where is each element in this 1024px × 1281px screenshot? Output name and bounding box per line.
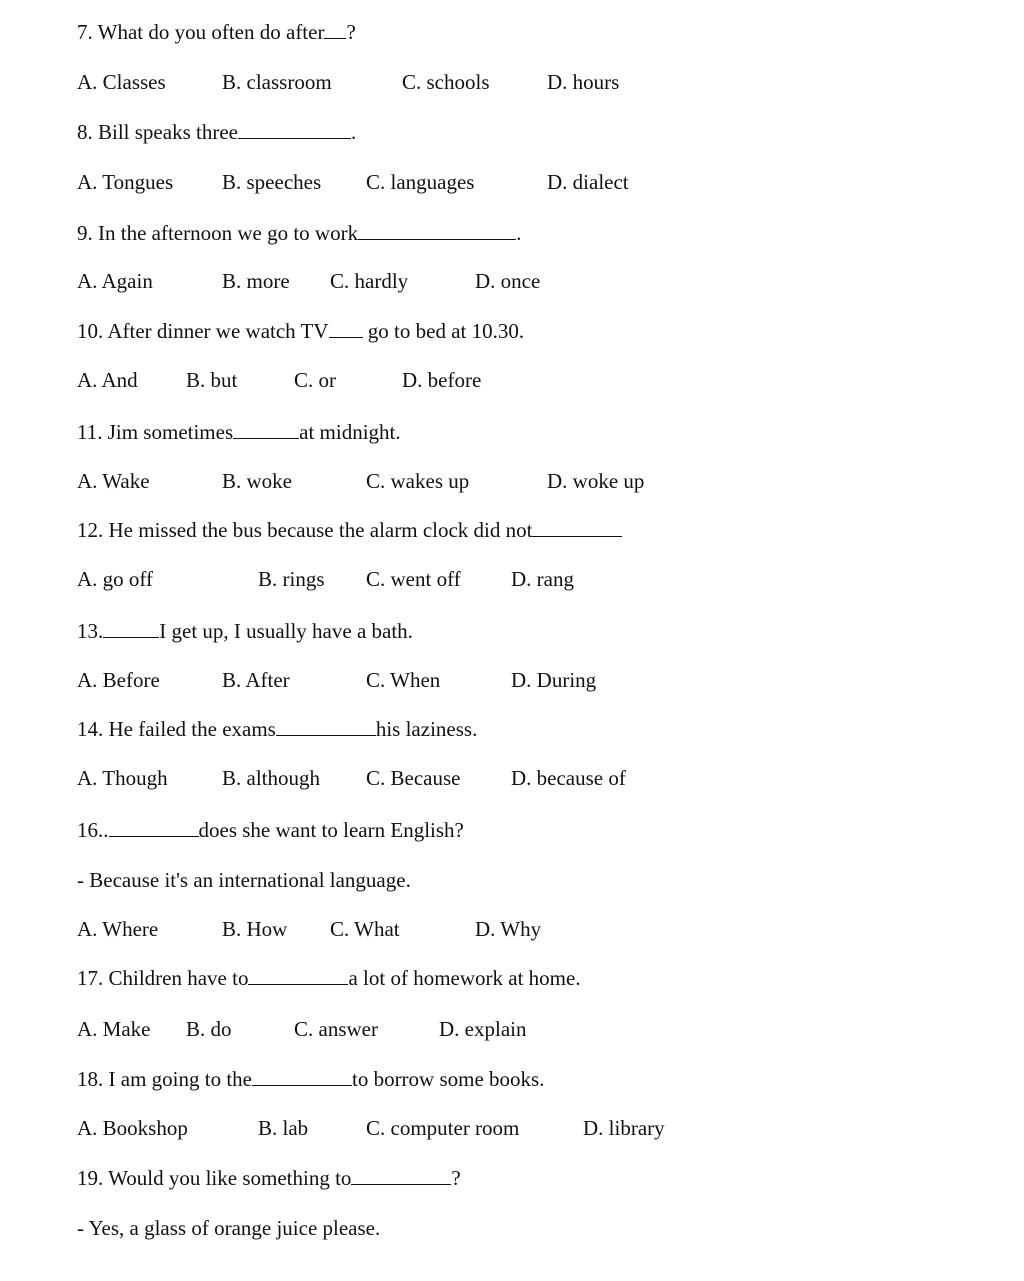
question-13 xyxy=(77,618,413,644)
option-b[interactable]: B. lab xyxy=(258,1116,309,1140)
option-d[interactable]: D. Why xyxy=(475,917,542,941)
option-b[interactable]: B. woke xyxy=(222,469,292,493)
question-10 xyxy=(77,318,524,344)
question-17 xyxy=(77,965,581,991)
option-c[interactable]: C. or xyxy=(294,368,336,392)
answer-blank[interactable] xyxy=(109,819,199,837)
answer-blank[interactable] xyxy=(329,320,363,338)
option-b[interactable]: B. After xyxy=(222,668,290,692)
option-d[interactable]: D. library xyxy=(583,1116,665,1140)
question-11 xyxy=(77,419,401,445)
question-text: 19. Would you like something to xyxy=(77,1166,352,1190)
answer-blank[interactable] xyxy=(358,222,516,240)
option-c[interactable]: C. Because xyxy=(366,766,461,790)
question-text: 10. After dinner we watch TV xyxy=(77,319,329,343)
option-d[interactable]: D. During xyxy=(511,668,597,692)
option-a[interactable]: A. Wake xyxy=(77,469,150,493)
question-8 xyxy=(77,119,356,145)
option-a[interactable]: A. And xyxy=(77,368,138,392)
question-14 xyxy=(77,716,477,742)
question-text: 9. In the afternoon we go to work xyxy=(77,221,359,245)
answer-blank[interactable] xyxy=(532,519,622,537)
answer-blank[interactable] xyxy=(324,21,346,39)
question-text: 12. He missed the bus because the alarm clock did not xyxy=(77,518,533,542)
question-text-end: ? xyxy=(451,1166,461,1190)
answer-blank[interactable] xyxy=(276,718,376,736)
option-d[interactable]: D. because of xyxy=(511,766,626,790)
answer-blank[interactable] xyxy=(233,421,299,439)
option-c[interactable]: C. wakes up xyxy=(366,469,470,493)
option-b[interactable]: B. but xyxy=(186,368,238,392)
option-a[interactable]: A. Tongues xyxy=(77,170,174,194)
question-12 xyxy=(77,517,622,543)
question-text-end: his laziness. xyxy=(375,717,478,741)
dialogue-answer-16: - Because it's an international language. xyxy=(77,868,411,892)
question-text: 18. I am going to the xyxy=(77,1067,252,1091)
option-b[interactable]: B. rings xyxy=(258,567,325,591)
question-text: 7. What do you often do after xyxy=(77,20,325,44)
option-c[interactable]: C. answer xyxy=(294,1017,378,1041)
question-text: 17. Children have to xyxy=(77,966,249,990)
question-text-end: at midnight. xyxy=(299,420,401,444)
question-text-end: does she want to learn English? xyxy=(198,818,464,842)
option-b[interactable]: B. do xyxy=(186,1017,232,1041)
question-text: 16.. xyxy=(77,818,109,842)
option-c[interactable]: C. schools xyxy=(402,70,490,94)
option-a[interactable]: A. Again xyxy=(77,269,153,293)
question-text: 8. Bill speaks three xyxy=(77,120,238,144)
answer-blank[interactable] xyxy=(252,1068,352,1086)
question-text-end: to borrow some books. xyxy=(351,1067,545,1091)
option-a[interactable]: A. Where xyxy=(77,917,159,941)
option-b[interactable]: B. although xyxy=(222,766,320,790)
option-b[interactable]: B. classroom xyxy=(222,70,332,94)
question-9 xyxy=(77,220,521,246)
answer-blank[interactable] xyxy=(103,620,159,638)
question-text-end: go to bed at 10.30. xyxy=(362,319,525,343)
option-b[interactable]: B. How xyxy=(222,917,288,941)
option-b[interactable]: B. speeches xyxy=(222,170,322,194)
question-text-end: a lot of homework at home. xyxy=(348,966,581,990)
question-18 xyxy=(77,1066,544,1092)
option-d[interactable]: D. rang xyxy=(511,567,574,591)
answer-blank[interactable] xyxy=(351,1167,451,1185)
question-text-end: . xyxy=(516,221,522,245)
option-c[interactable]: C. hardly xyxy=(330,269,409,293)
option-c[interactable]: C. languages xyxy=(366,170,475,194)
option-b[interactable]: B. more xyxy=(222,269,290,293)
option-d[interactable]: D. hours xyxy=(547,70,620,94)
option-c[interactable]: C. computer room xyxy=(366,1116,520,1140)
option-a[interactable]: A. Before xyxy=(77,668,160,692)
question-text: 14. He failed the exams xyxy=(77,717,276,741)
option-d[interactable]: D. once xyxy=(475,269,541,293)
option-d[interactable]: D. before xyxy=(402,368,482,392)
option-c[interactable]: C. When xyxy=(366,668,441,692)
option-a[interactable]: A. go off xyxy=(77,567,154,591)
question-19 xyxy=(77,1165,461,1191)
question-text-end: . xyxy=(350,120,357,144)
answer-blank[interactable] xyxy=(238,121,351,139)
question-text-end: I get up, I usually have a bath. xyxy=(159,619,413,643)
question-text: 13. xyxy=(77,619,104,643)
option-d[interactable]: D. dialect xyxy=(547,170,629,194)
option-a[interactable]: A. Classes xyxy=(77,70,166,94)
question-7 xyxy=(77,19,356,45)
option-d[interactable]: D. explain xyxy=(439,1017,527,1041)
option-c[interactable]: C. What xyxy=(330,917,400,941)
dialogue-answer-19: - Yes, a glass of orange juice please. xyxy=(77,1216,381,1240)
option-a[interactable]: A. Bookshop xyxy=(77,1116,188,1140)
question-text: 11. Jim sometimes xyxy=(77,420,234,444)
option-c[interactable]: C. went off xyxy=(366,567,461,591)
question-16 xyxy=(77,817,464,843)
answer-blank[interactable] xyxy=(248,967,348,985)
option-d[interactable]: D. woke up xyxy=(547,469,645,493)
option-a[interactable]: A. Though xyxy=(77,766,168,790)
option-a[interactable]: A. Make xyxy=(77,1017,151,1041)
question-text-end: ? xyxy=(346,20,356,44)
